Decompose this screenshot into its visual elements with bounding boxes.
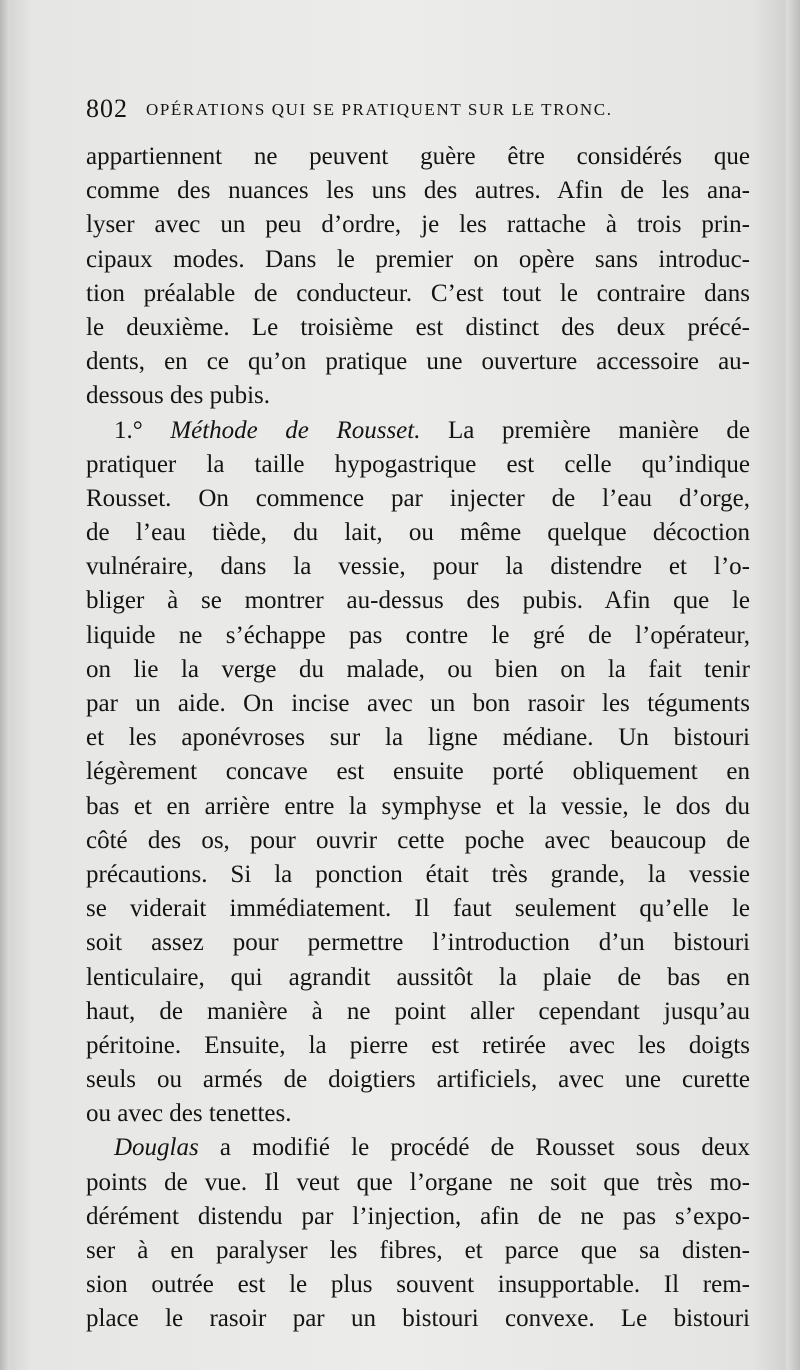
running-head [86, 94, 766, 124]
italic-heading: Douglas [114, 1134, 199, 1162]
line-text: soit assez pour permettre l’introduction d’un bistouri [86, 929, 750, 957]
line-text: pratiquer la taille hypogastrique est celle qu’indique [86, 450, 750, 478]
text-line [86, 687, 750, 721]
text-line [86, 140, 750, 174]
line-text: par un aide. On incise avec un bon rasoir les téguments [86, 690, 750, 717]
text-line [86, 619, 750, 653]
line-text: seuls ou armés de doigtiers artificiels, avec une curette [86, 1066, 750, 1094]
text-line [86, 311, 750, 345]
text-body [86, 140, 750, 1337]
line-text: péritoine. Ensuite, la pierre est retirée avec les doigts [86, 1031, 750, 1059]
text-line [86, 379, 750, 413]
line-text: comme des nuances les uns des autres. Afin de les ana- [86, 177, 750, 205]
text-line [86, 1029, 750, 1063]
text-line [86, 961, 750, 995]
text-line [86, 824, 750, 858]
text-line [86, 516, 750, 550]
text-line [86, 1268, 750, 1302]
text-line [86, 790, 750, 824]
line-text: lenticulaire, qui agrandit aussitôt la plaie de bas en [86, 963, 750, 991]
text-line [86, 995, 750, 1029]
text-line [86, 482, 750, 516]
text-line [86, 926, 750, 960]
text-line [86, 1097, 750, 1131]
text-line [86, 414, 750, 448]
line-text: cipaux modes. Dans le premier on opère sans introduc- [86, 245, 750, 273]
text-line [86, 584, 750, 618]
line-text: appartiennent ne peuvent guère être considérés que [86, 143, 750, 170]
page-left-edge-shadow [0, 0, 10, 1370]
line-text: et les aponévroses sur la ligne médiane. Un bistouri [86, 724, 750, 752]
running-title: OPÉRATIONS QUI SE PRATIQUENT SUR LE TRONC. [146, 100, 613, 119]
text-line [86, 174, 750, 208]
text-line [86, 277, 750, 311]
line-text: se viderait immédiatement. Il faut seulement qu’elle le [86, 895, 750, 923]
line-text: précautions. Si la ponction était très grande, la vessie [86, 860, 750, 888]
page-number: 802 [86, 94, 128, 123]
line-text: ser à en paralyser les fibres, et parce que sa disten- [86, 1237, 750, 1264]
line-text: a modifié le procédé de Rousset sous deux [198, 1134, 750, 1162]
line-text: on lie la verge du malade, ou bien on la fait tenir [86, 655, 750, 683]
line-text: légèrement concave est ensuite porté obliquement en [86, 758, 750, 786]
line-text: de l’eau tiède, du lait, ou même quelque décoction [86, 519, 750, 547]
line-text: le deuxième. Le troisième est distinct des deux précé- [86, 313, 750, 341]
text-line [86, 858, 750, 892]
text-line [86, 550, 750, 584]
section-number: 1.° [114, 416, 171, 444]
line-text: côté des os, pour ouvrir cette poche avec beaucoup de [86, 826, 750, 854]
text-line [86, 1063, 750, 1097]
line-text: points de vue. Il veut que l’organe ne soit que très mo- [86, 1168, 750, 1196]
line-text: La première manière de [420, 416, 750, 444]
line-text: vulnéraire, dans la vessie, pour la distendre et l’o- [86, 553, 750, 581]
text-line [86, 1131, 750, 1165]
text-line [86, 1200, 750, 1234]
text-line [86, 721, 750, 755]
text-line [86, 345, 750, 379]
text-line [86, 653, 750, 687]
text-line [86, 1234, 750, 1268]
line-text: dents, en ce qu’on pratique une ouverture accessoire au- [86, 348, 750, 376]
page-right-edge-shadow [786, 0, 800, 1370]
line-text: lyser avec un peu d’ordre, je les rattache à trois prin- [86, 211, 750, 239]
text-line [86, 1166, 750, 1200]
line-text: sion outrée est le plus souvent insupportable. Il rem- [86, 1271, 750, 1299]
line-text: Rousset. On commence par injecter de l’eau d’orge, [86, 484, 750, 512]
text-line [86, 243, 750, 277]
line-text: ou avec des tenettes. [86, 1100, 292, 1128]
text-line [86, 892, 750, 926]
text-line [86, 755, 750, 789]
line-text: place le rasoir par un bistouri convexe. Le bistouri [86, 1305, 750, 1333]
text-line [86, 448, 750, 482]
text-line [86, 1302, 750, 1336]
line-text: dérément distendu par l’injection, afin de ne pas s’expo- [86, 1202, 750, 1230]
italic-heading: Méthode de Rousset. [170, 416, 421, 444]
line-text: haut, de manière à ne point aller cependant jusqu’au [86, 997, 750, 1025]
line-text: tion préalable de conducteur. C’est tout le contraire dans [86, 279, 750, 307]
line-text: bliger à se montrer au-dessus des pubis. Afin que le [86, 587, 750, 615]
line-text: dessous des pubis. [86, 382, 271, 410]
line-text: bas et en arrière entre la symphyse et la vessie, le dos du [86, 792, 750, 820]
text-line [86, 208, 750, 242]
line-text: liquide ne s’échappe pas contre le gré de l’opérateur, [86, 621, 750, 649]
